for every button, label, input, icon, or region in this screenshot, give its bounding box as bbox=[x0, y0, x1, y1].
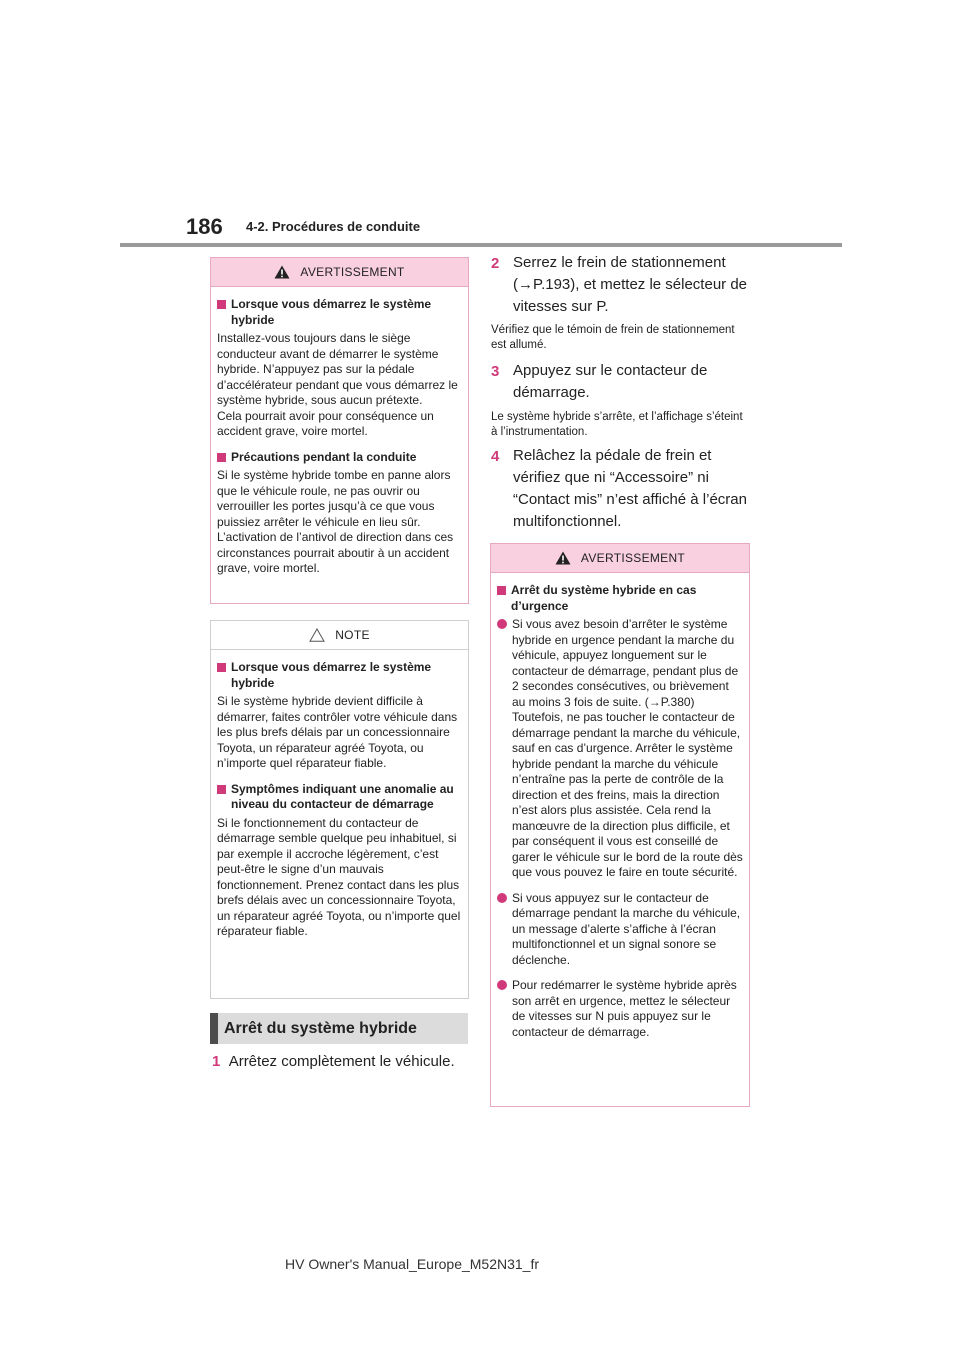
warning-box-header bbox=[211, 258, 468, 287]
warning-subtitle: Arrêt du système hybride en cas d’urgence bbox=[497, 583, 743, 614]
warning-bullet: Pour redémarrer le système hybride après son arrêt en urgence, mettez le sélecteur de vitesses sur N puis appuyez sur le contacteur de démarrage. bbox=[497, 978, 743, 1040]
note-box-title: NOTE bbox=[335, 628, 370, 642]
warning-subtitle: Lorsque vous démarrez le système hybride bbox=[217, 297, 462, 328]
warning-box-title: AVERTISSEMENT bbox=[580, 551, 686, 565]
header-rule bbox=[120, 243, 842, 247]
section-title: 4-2. Procédures de conduite bbox=[246, 219, 421, 234]
note-subtitle: Lorsque vous démarrez le système hybride bbox=[217, 660, 462, 691]
warning-bullet: Si vous avez besoin d’arrêter le système hybride en urgence pendant la marche du véhicule, appuyez longuement sur le contacteur de démarrage, pendant plus de 2 secondes consécutives, ou brièvement au moins 3 fois de suite. (→P.380) Toutefois, ne pas toucher le contacteur de démarrage pendant la marche du véhicule, sauf en cas d’urgence. Arrêter le système hybride pendant la marche du véhicule n’entraîne pas la perte de contrôle de la direction et des freins, mais la direction n’est alors plus assistée. Cela rend la manœuvre de la direction plus difficile, et par conséquent il vous est conseillé de garer le véhicule sur le bord de la route dès que vous pouvez le faire en toute sécurité. bbox=[497, 617, 743, 881]
note-box bbox=[210, 620, 469, 999]
note-text: Si le système hybride devient difficile à démarrer, faites contrôler votre véhicule dans les plus brefs délais par un concessionnaire Toyota, un réparateur agréé Toyota, ou n’importe quel réparateur fiable. bbox=[217, 694, 458, 770]
warning-box-title: AVERTISSEMENT bbox=[300, 265, 405, 279]
step-1: 1 Arrêtez complètement le véhicule. bbox=[212, 1053, 455, 1070]
page-number: 186 bbox=[186, 214, 223, 239]
warning-box-start bbox=[210, 257, 469, 604]
warning-triangle-icon bbox=[274, 265, 290, 279]
step-2: 2 Serrez le frein de stationnement (→P.193), et mettez le sélecteur de vitesses sur P. bbox=[491, 254, 748, 315]
step-4: 4 Relâchez la pédale de frein et vérifiez que ni “Accessoire” ni “Contact mis” n’est affiché à l’écran multifonctionnel. bbox=[491, 447, 747, 530]
note-box-header bbox=[211, 621, 468, 650]
caution-triangle-icon bbox=[309, 628, 325, 642]
warning-subtitle: Précautions pendant la conduite bbox=[217, 450, 462, 466]
note-subtitle: Symptômes indiquant une anomalie au niveau du contacteur de démarrage bbox=[217, 782, 462, 813]
step-2-description: Vérifiez que le témoin de frein de stationnement est allumé. bbox=[491, 324, 735, 351]
step-3: 3 Appuyez sur le contacteur de démarrage. bbox=[491, 362, 708, 401]
note-text: Si le fonctionnement du contacteur de démarrage semble quelque peu inhabituel, si par exemple il accroche légèrement, c’est peut-être le signe d’un mauvais fonctionnement. Prenez contact dans les plus brefs délais avec un concessionnaire Toyota, un réparateur agréé Toyota, ou n’importe quel réparateur fiable. bbox=[217, 815, 461, 938]
warning-triangle-icon bbox=[555, 551, 571, 565]
warning-box-header bbox=[491, 544, 749, 573]
footer-manual-name: HV Owner's Manual_Europe_M52N31_fr bbox=[285, 1256, 540, 1272]
warning-bullet: Si vous appuyez sur le contacteur de démarrage pendant la marche du véhicule, un message d’alerte s’affiche à l’écran multifonctionnel et un signal sonore se déclenche. bbox=[497, 891, 743, 969]
warning-text: Si le système hybride tombe en panne alors que le véhicule roule, ne pas ouvrir ou verrouiller les portes jusqu’à ce que vous puissiez arrêter le véhicule en lieu sûr. L’activation de l’antivol de direction dans ces circonstances pourrait aboutir à un accident grave, voire mortel. bbox=[217, 468, 454, 575]
warning-box-emergency bbox=[490, 543, 750, 1107]
step-3-description: Le système hybride s’arrête, et l’affichage s’éteint à l’instrumentation. bbox=[491, 411, 743, 438]
warning-text: Installez-vous toujours dans le siège conducteur avant de démarrer le système hybride. N’appuyez pas sur la pédale d’accélérateur pendant que vous démarrez le système hybride, sous aucun prétexte. Cela pourrait avoir pour conséquence un accident grave, voire mortel. bbox=[217, 331, 458, 438]
section-heading: Arrêt du système hybride bbox=[210, 1013, 468, 1044]
